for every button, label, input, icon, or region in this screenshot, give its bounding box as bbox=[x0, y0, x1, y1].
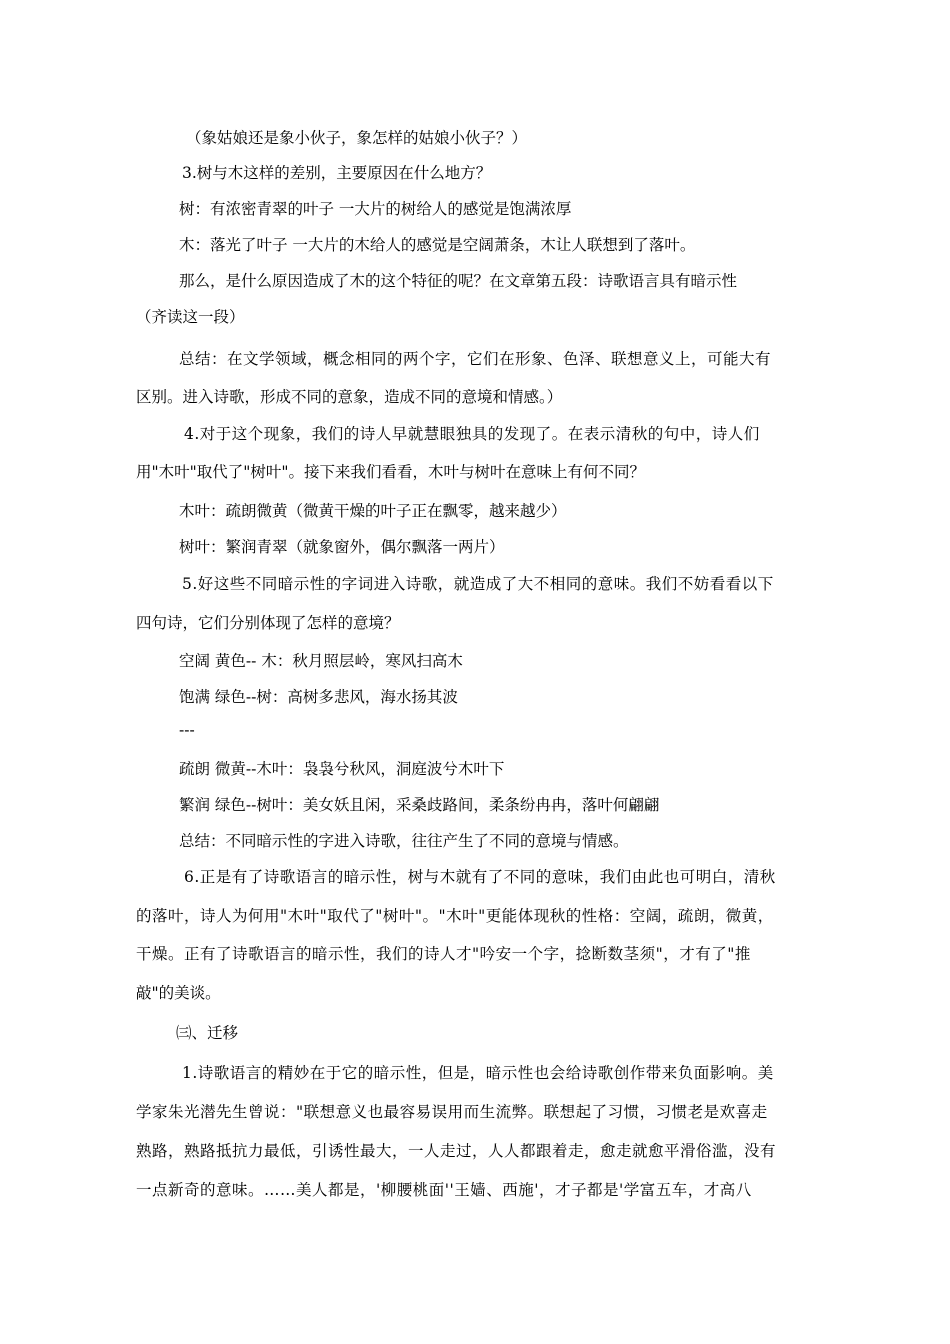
paragraph-line: 6.正是有了诗歌语言的暗示性，树与木就有了不同的意味，我们由此也可明白，清秋 bbox=[184, 868, 776, 886]
paragraph-line: （齐读这一段） bbox=[136, 308, 245, 326]
paragraph-line: 学家朱光潜先生曾说："联想意义也最容易误用而生流弊。联想起了习惯，习惯老是欢喜走 bbox=[136, 1103, 768, 1121]
paragraph-line: 四句诗，它们分别体现了怎样的意境？ bbox=[136, 614, 400, 632]
paragraph-line: 树叶：繁润青翠（就象窗外，偶尔飘落一两片） bbox=[179, 538, 505, 556]
paragraph-line: 区别。进入诗歌，形成不同的意象，造成不同的意境和情感。） bbox=[136, 388, 563, 406]
paragraph-line: 一点新奇的意味。……美人都是，'柳腰桃面''王嫱、西施'，才子都是'学富五车，才高八 bbox=[136, 1181, 752, 1199]
paragraph-line: （象姑娘还是象小伙子，象怎样的姑娘小伙子？） bbox=[186, 129, 528, 147]
paragraph-line: 木：落光了叶子 一大片的木给人的感觉是空阔萧条，木让人联想到了落叶。 bbox=[179, 236, 696, 254]
paragraph-line: 4.对于这个现象，我们的诗人早就慧眼独具的发现了。在表示清秋的句中，诗人们 bbox=[184, 425, 760, 443]
paragraph-line: 空阔 黄色-- 木：秋月照层岭，寒风扫高木 bbox=[179, 652, 463, 670]
paragraph-line: 用"木叶"取代了"树叶"。接下来我们看看，木叶与树叶在意味上有何不同？ bbox=[136, 463, 646, 481]
section-heading: ㈢、迁移 bbox=[176, 1024, 239, 1042]
paragraph-line: 树：有浓密青翠的叶子 一大片的树给人的感觉是饱满浓厚 bbox=[179, 200, 572, 218]
paragraph-line: 5.好这些不同暗示性的字词进入诗歌，就造成了大不相同的意味。我们不妨看看以下 bbox=[182, 575, 774, 593]
paragraph-line: 的落叶，诗人为何用"木叶"取代了"树叶"。"木叶"更能体现秋的性格：空阔，疏朗，微黄， bbox=[136, 907, 774, 925]
paragraph-line: 1.诗歌语言的精妙在于它的暗示性，但是，暗示性也会给诗歌创作带来负面影响。美 bbox=[182, 1064, 774, 1082]
paragraph-line: 木叶：疏朗微黄（微黄干燥的叶子正在飘零，越来越少） bbox=[179, 502, 567, 520]
paragraph-line: 总结：在文学领域，概念相同的两个字，它们在形象、色泽、联想意义上，可能大有 bbox=[179, 350, 772, 368]
paragraph-line: 总结：不同暗示性的字进入诗歌，往往产生了不同的意境与情感。 bbox=[179, 832, 629, 850]
paragraph-line: 熟路，熟路抵抗力最低，引诱性最大，一人走过，人人都跟着走，愈走就愈平滑俗滥，没有 bbox=[136, 1142, 777, 1160]
paragraph-line: 那么，是什么原因造成了木的这个特征的呢？在文章第五段：诗歌语言具有暗示性 bbox=[179, 272, 738, 290]
paragraph-line: 3.树与木这样的差别，主要原因在什么地方？ bbox=[182, 164, 492, 182]
paragraph-line: 繁润 绿色--树叶：美女妖且闲，采桑歧路间，柔条纷冉冉，落叶何翩翩 bbox=[179, 796, 660, 814]
paragraph-line: 敲"的美谈。 bbox=[136, 984, 221, 1002]
paragraph-line: 饱满 绿色--树：高树多悲风，海水扬其波 bbox=[179, 688, 458, 706]
paragraph-line: 干燥。正有了诗歌语言的暗示性，我们的诗人才"吟安一个字，捻断数茎须"，才有了"推 bbox=[136, 945, 751, 963]
separator-line: --- bbox=[179, 721, 195, 739]
paragraph-line: 疏朗 微黄--木叶：袅袅兮秋风，洞庭波兮木叶下 bbox=[179, 760, 505, 778]
